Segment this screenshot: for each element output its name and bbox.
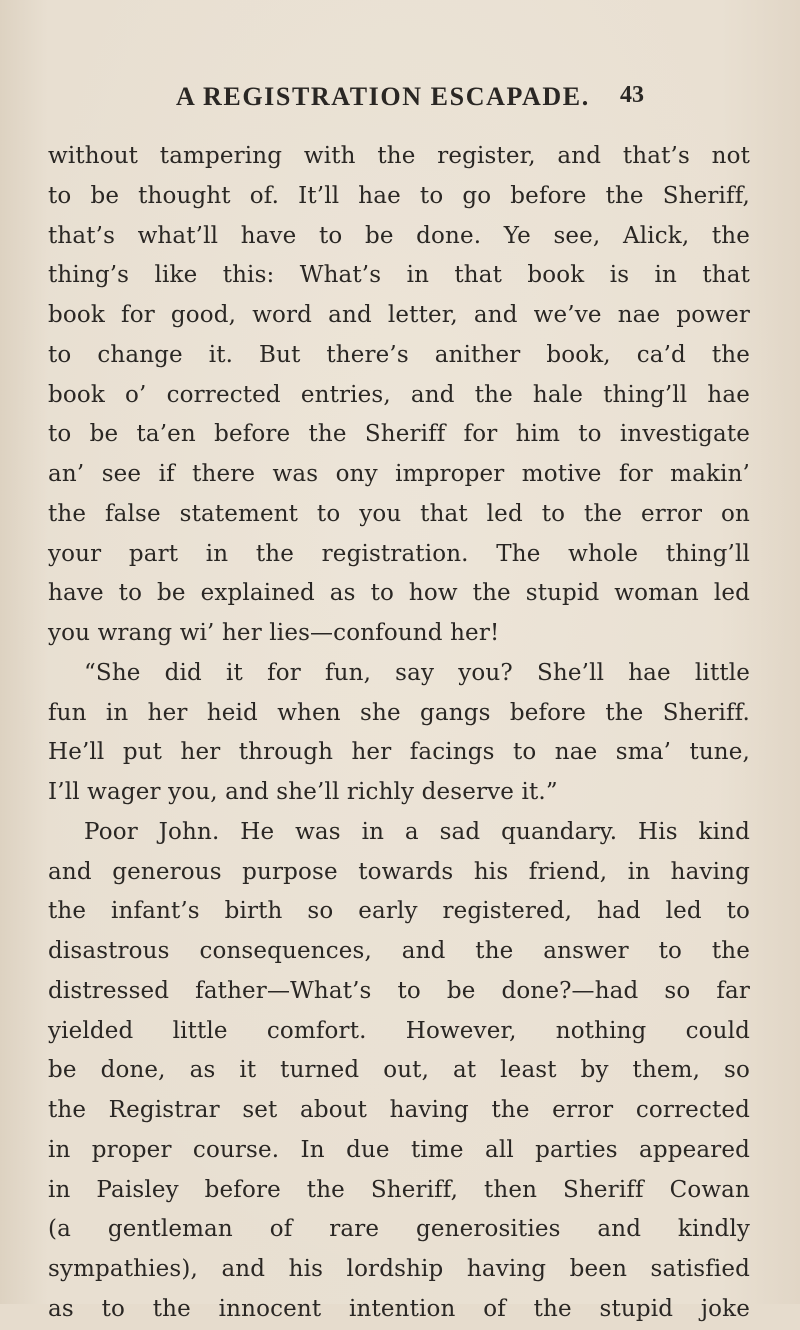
text-line: you wrang wi’ her lies—confound her! bbox=[48, 620, 500, 646]
text-line: I’ll wager you, and she’ll richly deserve it.” bbox=[48, 779, 558, 805]
text-line: disastrous consequences, and the answer to the bbox=[48, 938, 750, 964]
text-line: distressed father—What’s to be done?—had so far bbox=[48, 977, 750, 1004]
text-line: to change it. But there’s anither book, ca’d the bbox=[48, 341, 750, 368]
text-line: fun in her heid when she gangs before the Sheriff. bbox=[48, 699, 750, 726]
body-text bbox=[48, 137, 750, 1330]
text-line: “She did it for fun, say you? She’ll hae little bbox=[84, 659, 750, 686]
text-line: an’ see if there was ony improper motive for makin’ bbox=[48, 461, 750, 487]
text-line: and generous purpose towards his friend, in having bbox=[48, 858, 750, 885]
text-line: the Registrar set about having the error corrected bbox=[48, 1097, 750, 1123]
text-line: as to the innocent intention of the stupid joke bbox=[48, 1295, 750, 1322]
text-line: without tampering with the register, and that’s not bbox=[48, 143, 750, 169]
text-line: your part in the registration. The whole thing’ll bbox=[48, 540, 750, 567]
text-line: Poor John. He was in a sad quandary. His kind bbox=[84, 818, 750, 845]
text-line: book o’ corrected entries, and the hale thing’ll hae bbox=[48, 381, 750, 408]
text-line: the false statement to you that led to the error on bbox=[48, 500, 750, 527]
text-line: the infant’s birth so early registered, had led to bbox=[48, 898, 750, 925]
text-line: that’s what’ll have to be done. Ye see, Alick, the bbox=[48, 222, 750, 249]
text-line: thing’s like this: What’s in that book is in that bbox=[48, 262, 750, 289]
text-line: be done, as it turned out, at least by them, so bbox=[48, 1057, 750, 1084]
text-line: He’ll put her through her facings to nae sma’ tune, bbox=[48, 739, 750, 766]
text-line: have to be explained as to how the stupid woman led bbox=[48, 580, 750, 607]
text-line: book for good, word and letter, and we’ve nae power bbox=[48, 302, 750, 328]
text-line: yielded little comfort. However, nothing could bbox=[48, 1017, 750, 1044]
text-line: in Paisley before the Sheriff, then Sheriff Cowan bbox=[48, 1176, 750, 1203]
text-line: to be thought of. It’ll hae to go before the Sheriff, bbox=[48, 182, 750, 209]
text-line: (a gentleman of rare generosities and kindly bbox=[48, 1216, 750, 1243]
page-number: 43 bbox=[620, 82, 644, 108]
text-line: in proper course. In due time all parties appeared bbox=[48, 1136, 750, 1163]
text-line: sympathies), and his lordship having been satisfied bbox=[48, 1256, 750, 1282]
text-line: to be ta’en before the Sheriff for him to investigate bbox=[48, 421, 750, 448]
running-title: A REGISTRATION ESCAPADE. bbox=[176, 82, 590, 111]
running-head bbox=[176, 82, 666, 116]
